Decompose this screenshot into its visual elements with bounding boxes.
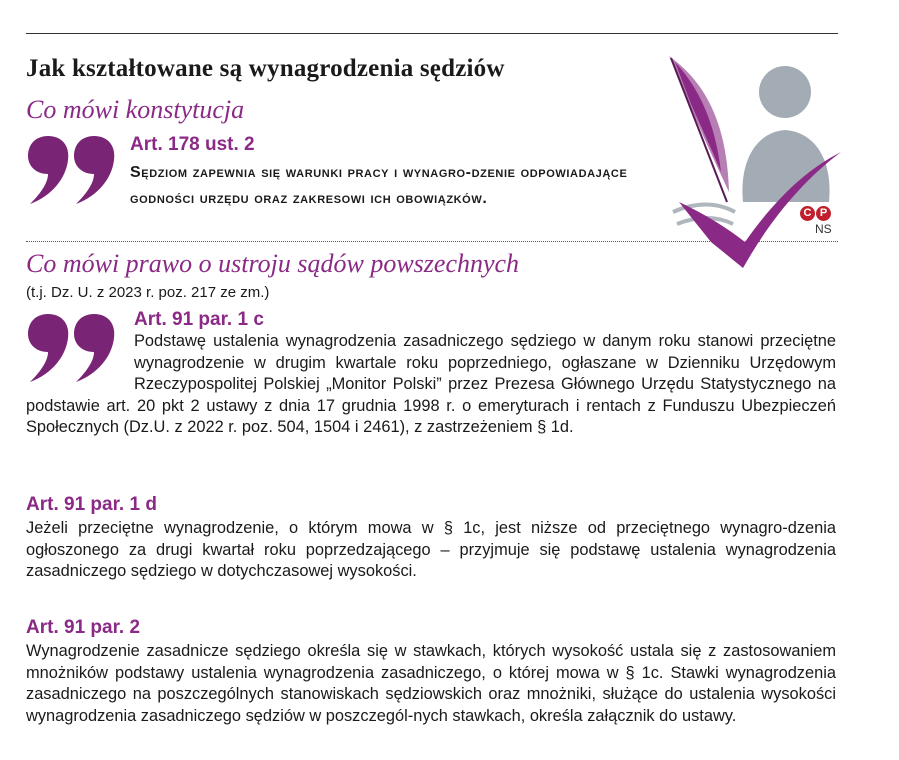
copyright-marks <box>800 203 832 221</box>
copyright-c-icon: C <box>800 206 815 221</box>
article-91-2-label: Art. 91 par. 2 <box>26 617 141 638</box>
article-178-label: Art. 178 ust. 2 <box>130 134 255 155</box>
article-91-1c-text <box>26 331 836 439</box>
judge-quill-check-icon <box>665 52 845 277</box>
article-91-2-text: Wynagrodzenie zasadnicze sędziego określa się w stawkach, których wysokość ustala się z zastosowaniem mnożników podstawy ustalenia wynagrodzenia zasadniczego, o której mowa w § 1c. Stawki wynagrodzenia zasadniczego na poszczególnych stanowiskach sędziowskich oraz mnożniki, służące do ustalenia wysokości wynagrodzenia zasadniczego sędziów w poszczegól-nych stawkach, określa załącznik do ustawy. <box>26 642 836 725</box>
article-91-1c-label: Art. 91 par. 1 c <box>134 309 264 330</box>
article-178-text: Sędziom zapewnia się warunki pracy i wynagro-dzenie odpowiadające godności urzędu oraz zakresowi ich obowiązków. <box>130 164 628 207</box>
quote-icon <box>26 134 118 206</box>
article-91-1d-text: Jeżeli przeciętne wynagrodzenie, o którym mowa w § 1c, jest niższe od przeciętnego wynagro-dzenia ogłoszonego za drugi kwartał roku poprzedzającego – przyjmuje się podstawę ustalenia wynagrodzenia zasadniczego sędziego w dotychczasowej wysokości. <box>26 519 836 581</box>
article-91-1c-body: Podstawę ustalenia wynagrodzenia zasadniczego sędziego w danym roku stanowi przeciętne wynagrodzenie w drugim kwartale roku poprzedniego, ogłaszane w Dzienniku Urzędowym Rzeczypospolitej Polskiej „Monitor Polski” przez Prezesa Głównego Urzędu Statystycznego na podstawie art. 20 pkt 2 ustawy z dnia 17 grudnia 1998 r. o emeryturach i rentach z Funduszu Ubezpieczeń Społecznych (Dz.U. z 2022 r. poz. 504, 1504 i 2461), z zastrzeżeniem § 1d. <box>26 332 836 437</box>
copyright-p-icon: P <box>816 206 831 221</box>
article-91-1d-label: Art. 91 par. 1 d <box>26 494 157 515</box>
top-rule <box>26 33 838 34</box>
section-law-heading: Co mówi prawo o ustroju sądów powszechnych <box>26 249 520 278</box>
section-constitution-heading: Co mówi konstytucja <box>26 95 245 124</box>
author-credit: NS <box>815 222 832 236</box>
page-title: Jak kształtowane są wynagrodzenia sędziów <box>26 55 505 82</box>
law-citation: (t.j. Dz. U. z 2023 r. poz. 217 ze zm.) <box>26 284 270 301</box>
